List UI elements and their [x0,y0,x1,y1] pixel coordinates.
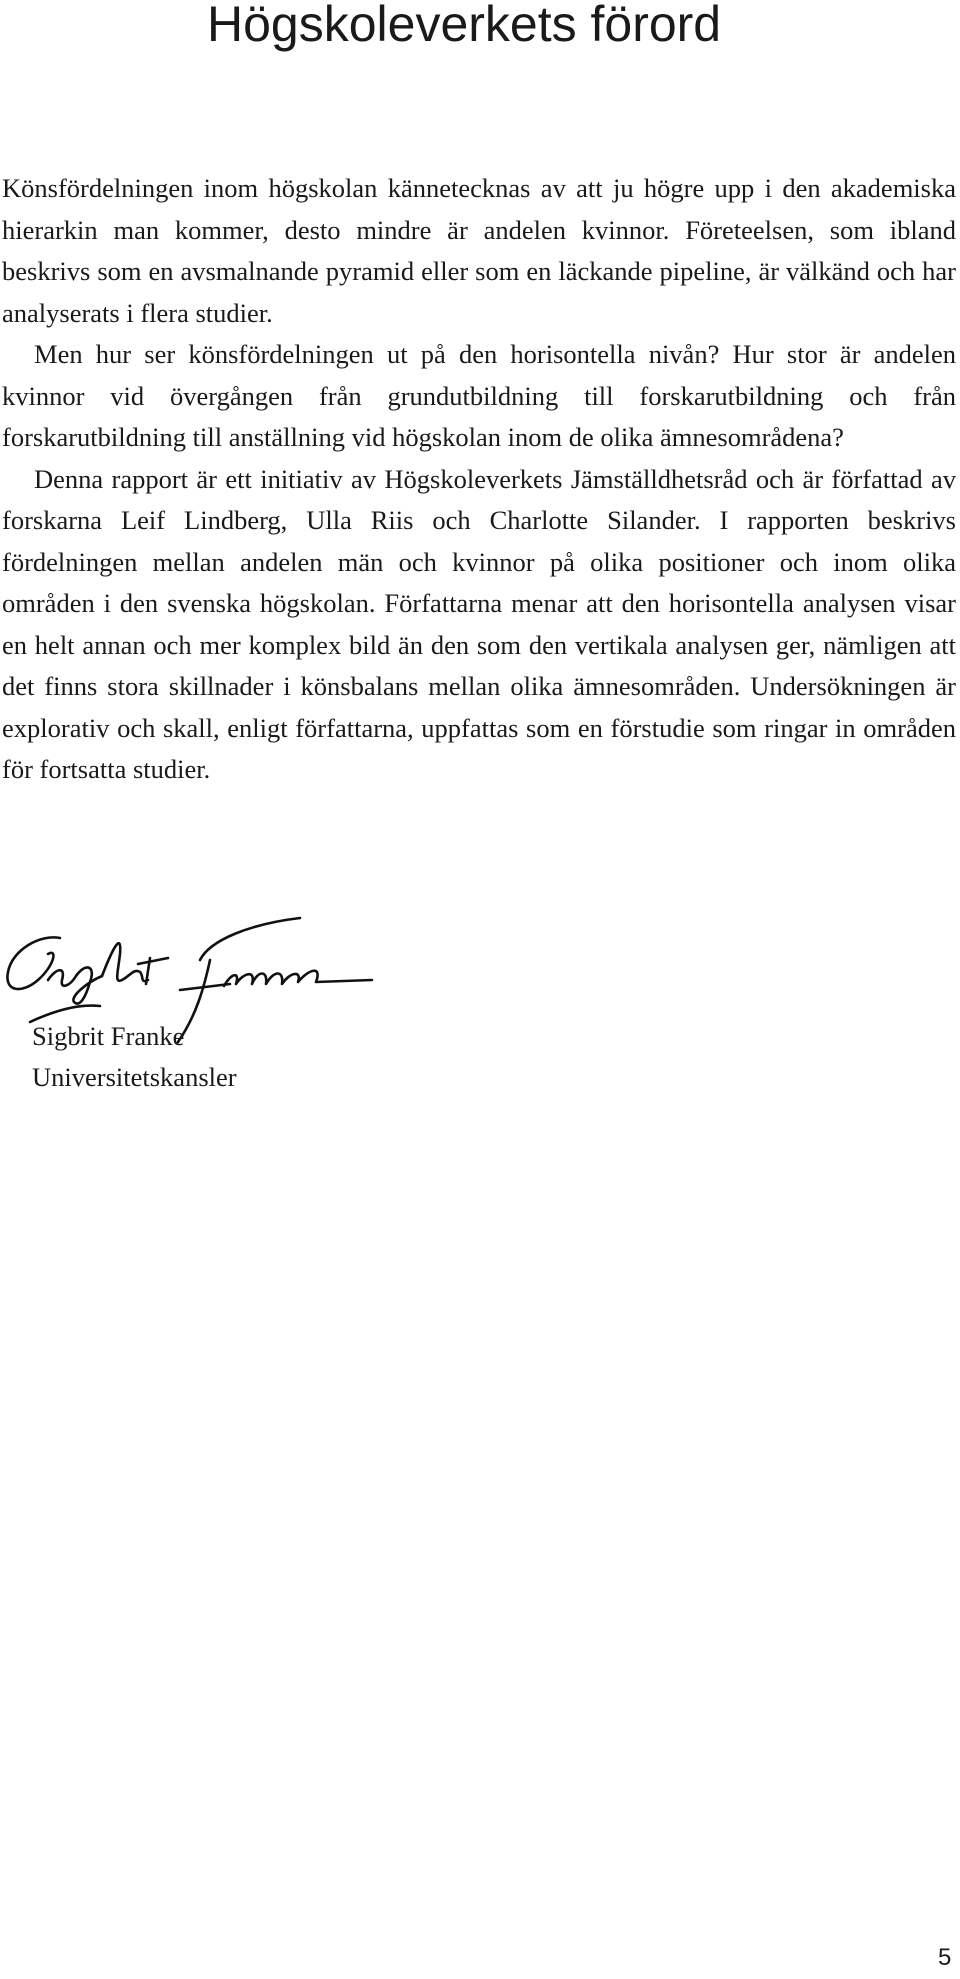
signature-stroke [7,937,60,989]
signer-role: Universitetskansler [32,1062,237,1092]
page-number: 5 [938,1944,952,1971]
paragraph: Denna rapport är ett initiativ av Högskoleverkets Jämställdhetsråd och är författad av forskarna Leif Lindberg, Ulla Riis och Charlotte Silander. I rapporten beskrivs fördelningen mellan andelen män och kvinnor på olika positioner och inom olika områden i den svenska högskolan. Författarna menar att den horisontella analysen visar en helt annan och mer komplex bild än den som den vertikala analysen ger, nämligen att det finns stora skillnader i könsbalans mellan olika ämnesområden. Undersökningen är explorativ och skall, enligt författarna, uppfattas som en förstudie som ringar in områden för fortsatta studier. [2,463,956,784]
page-title: Högskoleverkets förord [207,0,722,52]
paragraph: Men hur ser könsfördelningen ut på den horisontella nivån? Hur stor är andelen kvinnor vid övergången från grundutbildning till forskarutbildning och från forskarutbildning till anställning vid högskolan inom de olika ämnesområdena? [2,339,956,452]
signature-block [32,1016,237,1098]
signature-stroke [224,971,372,986]
signature-stroke [48,970,76,986]
signature-stroke [73,967,102,1003]
paragraph: Könsfördelningen inom högskolan kännetecknas av att ju högre upp i den akademiska hierarkin man kommer, desto mindre är andelen kvinnor. Företeelsen, som ibland beskrivs som en avsmalnande pyramid eller som en läckande pipeline, är välkänd och har analyserats i flera studier. [2,173,956,328]
foreword-body [2,168,956,791]
signer-name: Sigbrit Franke [32,1021,185,1051]
